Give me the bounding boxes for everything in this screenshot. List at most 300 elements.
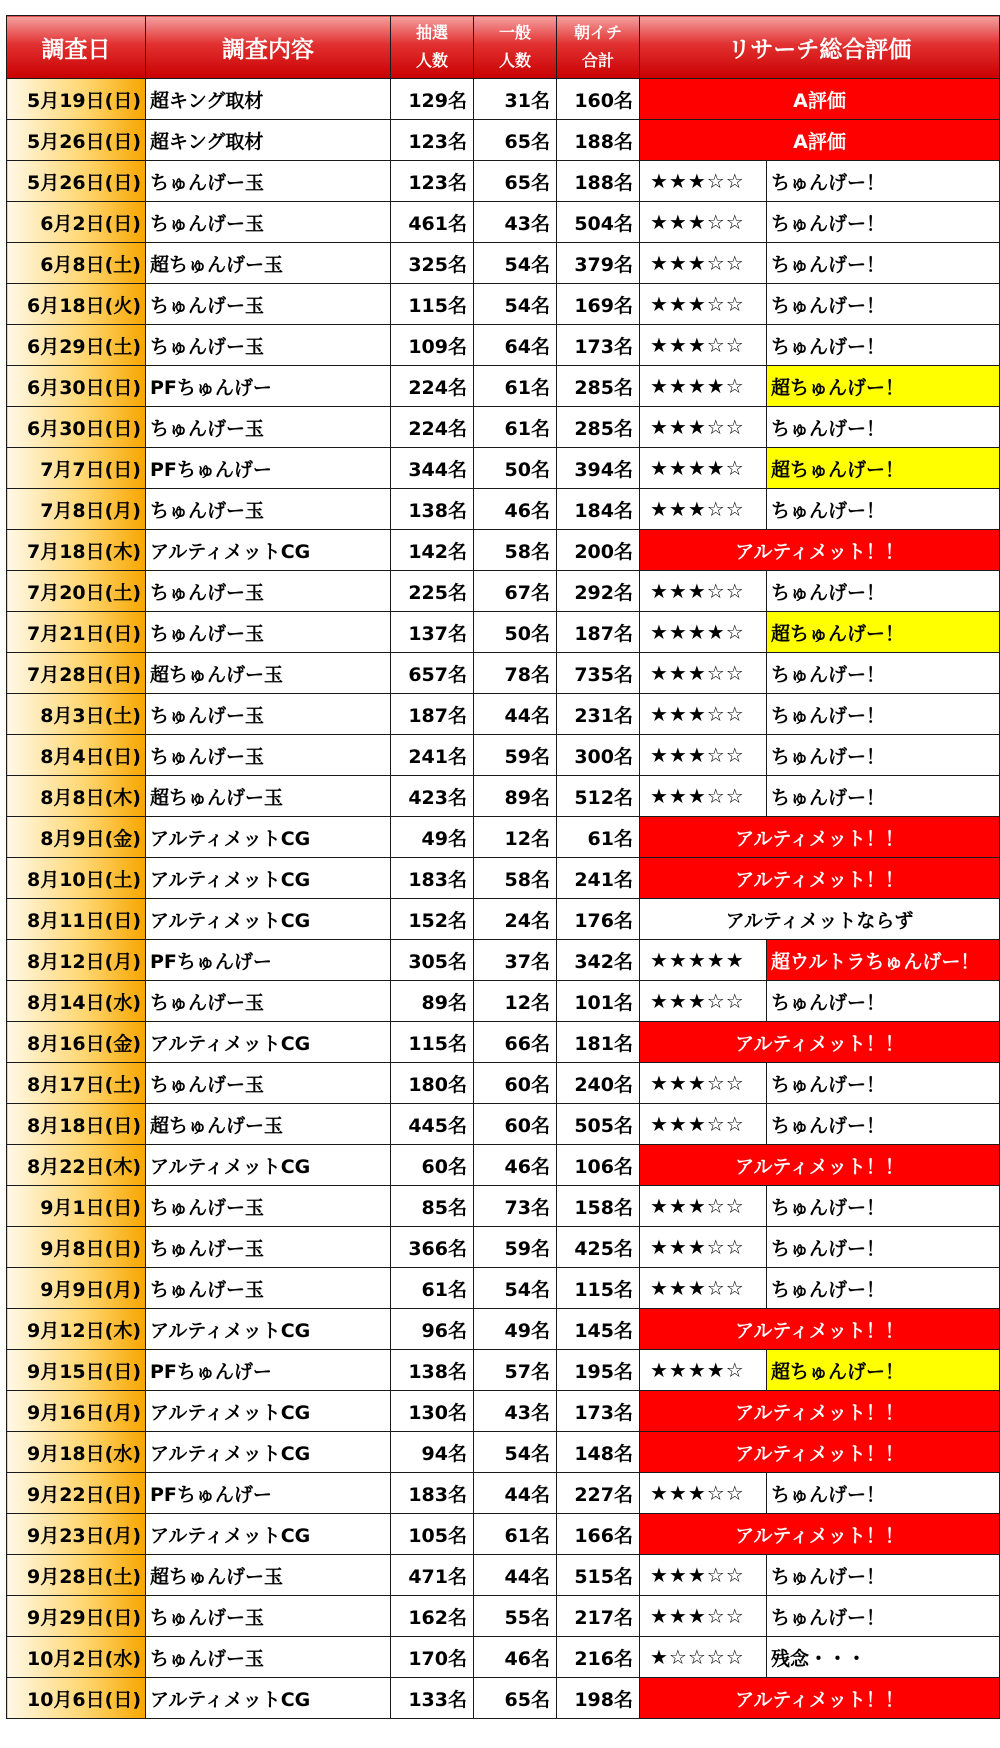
table-row xyxy=(7,489,1000,530)
row-general-count: 55名 xyxy=(474,1596,557,1637)
row-general-count: 78名 xyxy=(474,653,557,694)
header-rating: リサーチ総合評価 xyxy=(640,16,1000,79)
table-row xyxy=(7,612,1000,653)
row-rating-comment: ちゅんげー！ xyxy=(767,489,1000,530)
row-rating-stars: ★★★☆☆ xyxy=(640,981,767,1022)
row-rating-merged: アルティメット！！ xyxy=(640,1022,1000,1063)
table-row xyxy=(7,1596,1000,1637)
row-rating-stars: ★★★☆☆ xyxy=(640,202,767,243)
row-lottery-count: 96名 xyxy=(391,1309,474,1350)
row-rating-comment: ちゅんげー！ xyxy=(767,776,1000,817)
row-lottery-count: 129名 xyxy=(391,79,474,120)
row-content: 超ちゅんげー玉 xyxy=(146,1104,391,1145)
row-lottery-count: 137名 xyxy=(391,612,474,653)
row-rating-comment: ちゅんげー！ xyxy=(767,202,1000,243)
table-row xyxy=(7,243,1000,284)
row-lottery-count: 152名 xyxy=(391,899,474,940)
row-date: 9月28日(土) xyxy=(7,1555,146,1596)
row-total-count: 285名 xyxy=(557,407,640,448)
row-rating-stars: ★★★☆☆ xyxy=(640,1186,767,1227)
row-lottery-count: 224名 xyxy=(391,407,474,448)
row-total-count: 217名 xyxy=(557,1596,640,1637)
row-total-count: 198名 xyxy=(557,1678,640,1719)
row-content: PFちゅんげー xyxy=(146,366,391,407)
row-rating-stars: ★★★☆☆ xyxy=(640,1473,767,1514)
row-total-count: 101名 xyxy=(557,981,640,1022)
row-general-count: 46名 xyxy=(474,1145,557,1186)
row-date: 9月1日(日) xyxy=(7,1186,146,1227)
row-total-count: 188名 xyxy=(557,161,640,202)
row-general-count: 44名 xyxy=(474,694,557,735)
row-total-count: 425名 xyxy=(557,1227,640,1268)
row-rating-comment: 超ウルトラちゅんげー！ xyxy=(767,940,1000,981)
row-content: ちゅんげー玉 xyxy=(146,1063,391,1104)
row-general-count: 12名 xyxy=(474,817,557,858)
row-total-count: 176名 xyxy=(557,899,640,940)
row-rating-comment: ちゅんげー！ xyxy=(767,1104,1000,1145)
row-general-count: 67名 xyxy=(474,571,557,612)
row-content: アルティメットCG xyxy=(146,817,391,858)
row-total-count: 515名 xyxy=(557,1555,640,1596)
table-row xyxy=(7,1637,1000,1678)
row-general-count: 54名 xyxy=(474,243,557,284)
row-content: PFちゅんげー xyxy=(146,1473,391,1514)
row-general-count: 50名 xyxy=(474,448,557,489)
row-general-count: 46名 xyxy=(474,489,557,530)
row-total-count: 200名 xyxy=(557,530,640,571)
table-row xyxy=(7,448,1000,489)
table-row xyxy=(7,1227,1000,1268)
row-general-count: 54名 xyxy=(474,1268,557,1309)
row-content: ちゅんげー玉 xyxy=(146,694,391,735)
row-date: 9月16日(月) xyxy=(7,1391,146,1432)
row-rating-comment: ちゅんげー！ xyxy=(767,1186,1000,1227)
row-content: PFちゅんげー xyxy=(146,1350,391,1391)
row-lottery-count: 123名 xyxy=(391,161,474,202)
row-date: 7月18日(木) xyxy=(7,530,146,571)
header-total-line1: 朝イチ xyxy=(573,23,622,42)
row-content: ちゅんげー玉 xyxy=(146,1596,391,1637)
row-lottery-count: 224名 xyxy=(391,366,474,407)
row-rating-merged: アルティメット！！ xyxy=(640,530,1000,571)
row-total-count: 148名 xyxy=(557,1432,640,1473)
row-lottery-count: 305名 xyxy=(391,940,474,981)
row-total-count: 292名 xyxy=(557,571,640,612)
table-row xyxy=(7,940,1000,981)
table-row xyxy=(7,1063,1000,1104)
row-content: アルティメットCG xyxy=(146,1514,391,1555)
row-rating-comment: ちゅんげー！ xyxy=(767,325,1000,366)
row-rating-stars: ★★★☆☆ xyxy=(640,776,767,817)
row-date: 6月30日(日) xyxy=(7,407,146,448)
row-content: ちゅんげー玉 xyxy=(146,202,391,243)
row-content: アルティメットCG xyxy=(146,1145,391,1186)
row-total-count: 61名 xyxy=(557,817,640,858)
row-date: 9月9日(月) xyxy=(7,1268,146,1309)
row-rating-comment: 超ちゅんげー！ xyxy=(767,448,1000,489)
row-lottery-count: 115名 xyxy=(391,1022,474,1063)
row-content: ちゅんげー玉 xyxy=(146,981,391,1022)
row-content: ちゅんげー玉 xyxy=(146,161,391,202)
row-rating-stars: ★★★☆☆ xyxy=(640,489,767,530)
row-date: 10月2日(水) xyxy=(7,1637,146,1678)
row-rating-merged: A評価 xyxy=(640,120,1000,161)
row-content: 超ちゅんげー玉 xyxy=(146,243,391,284)
row-general-count: 43名 xyxy=(474,1391,557,1432)
row-date: 5月26日(日) xyxy=(7,120,146,161)
row-content: ちゅんげー玉 xyxy=(146,1186,391,1227)
row-total-count: 160名 xyxy=(557,79,640,120)
row-rating-merged: アルティメット！！ xyxy=(640,1432,1000,1473)
row-total-count: 187名 xyxy=(557,612,640,653)
row-rating-merged: アルティメット！！ xyxy=(640,1678,1000,1719)
table-row xyxy=(7,1022,1000,1063)
row-lottery-count: 61名 xyxy=(391,1268,474,1309)
table-row xyxy=(7,284,1000,325)
row-rating-stars: ★★★☆☆ xyxy=(640,1063,767,1104)
row-lottery-count: 85名 xyxy=(391,1186,474,1227)
row-general-count: 59名 xyxy=(474,735,557,776)
row-rating-comment: 残念・・・ xyxy=(767,1637,1000,1678)
row-lottery-count: 344名 xyxy=(391,448,474,489)
row-rating-comment: ちゅんげー！ xyxy=(767,571,1000,612)
header-total xyxy=(557,16,640,79)
row-rating-stars: ★★★☆☆ xyxy=(640,571,767,612)
row-rating-stars: ★★★☆☆ xyxy=(640,243,767,284)
row-lottery-count: 94名 xyxy=(391,1432,474,1473)
table-row xyxy=(7,899,1000,940)
row-total-count: 227名 xyxy=(557,1473,640,1514)
row-lottery-count: 366名 xyxy=(391,1227,474,1268)
row-lottery-count: 471名 xyxy=(391,1555,474,1596)
table-row xyxy=(7,653,1000,694)
row-lottery-count: 49名 xyxy=(391,817,474,858)
row-lottery-count: 241名 xyxy=(391,735,474,776)
row-date: 6月8日(土) xyxy=(7,243,146,284)
header-row xyxy=(7,16,1000,79)
row-rating-comment: ちゅんげー！ xyxy=(767,1555,1000,1596)
header-total-line2: 合計 xyxy=(581,51,614,70)
row-date: 6月18日(火) xyxy=(7,284,146,325)
row-date: 9月23日(月) xyxy=(7,1514,146,1555)
row-date: 8月22日(木) xyxy=(7,1145,146,1186)
row-date: 5月26日(日) xyxy=(7,161,146,202)
table-row xyxy=(7,1186,1000,1227)
row-lottery-count: 162名 xyxy=(391,1596,474,1637)
row-general-count: 61名 xyxy=(474,1514,557,1555)
row-content: アルティメットCG xyxy=(146,1678,391,1719)
table-row xyxy=(7,1514,1000,1555)
row-date: 8月18日(日) xyxy=(7,1104,146,1145)
row-rating-merged: アルティメット！！ xyxy=(640,858,1000,899)
row-lottery-count: 187名 xyxy=(391,694,474,735)
row-lottery-count: 89名 xyxy=(391,981,474,1022)
row-date: 5月19日(日) xyxy=(7,79,146,120)
row-date: 8月17日(土) xyxy=(7,1063,146,1104)
row-total-count: 173名 xyxy=(557,1391,640,1432)
row-rating-comment: ちゅんげー！ xyxy=(767,1063,1000,1104)
table-row xyxy=(7,858,1000,899)
table-row xyxy=(7,161,1000,202)
table-row xyxy=(7,817,1000,858)
research-table xyxy=(6,15,1000,1719)
table-row xyxy=(7,1432,1000,1473)
row-rating-stars: ★★★☆☆ xyxy=(640,694,767,735)
row-general-count: 58名 xyxy=(474,530,557,571)
row-rating-merged: アルティメット！！ xyxy=(640,1514,1000,1555)
row-content: ちゅんげー玉 xyxy=(146,489,391,530)
header-general xyxy=(474,16,557,79)
row-general-count: 65名 xyxy=(474,161,557,202)
row-general-count: 64名 xyxy=(474,325,557,366)
row-rating-comment: ちゅんげー！ xyxy=(767,653,1000,694)
row-total-count: 169名 xyxy=(557,284,640,325)
row-rating-stars: ★★★★☆ xyxy=(640,448,767,489)
row-content: アルティメットCG xyxy=(146,1432,391,1473)
row-rating-comment: ちゅんげー！ xyxy=(767,1268,1000,1309)
row-total-count: 505名 xyxy=(557,1104,640,1145)
row-total-count: 342名 xyxy=(557,940,640,981)
row-rating-stars: ★☆☆☆☆ xyxy=(640,1637,767,1678)
row-rating-comment: ちゅんげー！ xyxy=(767,1227,1000,1268)
row-date: 7月28日(日) xyxy=(7,653,146,694)
row-total-count: 231名 xyxy=(557,694,640,735)
row-total-count: 166名 xyxy=(557,1514,640,1555)
row-total-count: 115名 xyxy=(557,1268,640,1309)
row-content: ちゅんげー玉 xyxy=(146,325,391,366)
table-row xyxy=(7,325,1000,366)
row-total-count: 735名 xyxy=(557,653,640,694)
row-rating-merged: アルティメットならず xyxy=(640,899,1000,940)
row-rating-stars: ★★★☆☆ xyxy=(640,1555,767,1596)
row-total-count: 173名 xyxy=(557,325,640,366)
row-lottery-count: 138名 xyxy=(391,1350,474,1391)
row-content: アルティメットCG xyxy=(146,899,391,940)
row-general-count: 49名 xyxy=(474,1309,557,1350)
row-content: アルティメットCG xyxy=(146,530,391,571)
row-content: ちゅんげー玉 xyxy=(146,1637,391,1678)
row-date: 6月2日(日) xyxy=(7,202,146,243)
row-general-count: 65名 xyxy=(474,120,557,161)
research-table-container xyxy=(6,15,1000,1719)
row-rating-comment: ちゅんげー！ xyxy=(767,694,1000,735)
row-rating-comment: ちゅんげー！ xyxy=(767,1596,1000,1637)
row-rating-comment: ちゅんげー！ xyxy=(767,981,1000,1022)
row-date: 8月14日(水) xyxy=(7,981,146,1022)
header-lottery xyxy=(391,16,474,79)
row-date: 6月29日(土) xyxy=(7,325,146,366)
row-rating-merged: アルティメット！！ xyxy=(640,1145,1000,1186)
row-general-count: 37名 xyxy=(474,940,557,981)
row-date: 8月3日(土) xyxy=(7,694,146,735)
row-content: ちゅんげー玉 xyxy=(146,1227,391,1268)
row-content: ちゅんげー玉 xyxy=(146,571,391,612)
row-lottery-count: 138名 xyxy=(391,489,474,530)
row-date: 8月4日(日) xyxy=(7,735,146,776)
row-total-count: 158名 xyxy=(557,1186,640,1227)
row-rating-stars: ★★★☆☆ xyxy=(640,1268,767,1309)
row-lottery-count: 105名 xyxy=(391,1514,474,1555)
table-row xyxy=(7,1678,1000,1719)
row-content: PFちゅんげー xyxy=(146,448,391,489)
row-lottery-count: 109名 xyxy=(391,325,474,366)
header-general-line1: 一般 xyxy=(498,23,531,42)
table-row xyxy=(7,1309,1000,1350)
row-date: 9月18日(水) xyxy=(7,1432,146,1473)
table-body xyxy=(7,79,1000,1719)
row-rating-merged: アルティメット！！ xyxy=(640,817,1000,858)
row-rating-comment: 超ちゅんげー！ xyxy=(767,1350,1000,1391)
row-lottery-count: 115名 xyxy=(391,284,474,325)
row-lottery-count: 60名 xyxy=(391,1145,474,1186)
row-general-count: 31名 xyxy=(474,79,557,120)
table-row xyxy=(7,776,1000,817)
row-date: 6月30日(日) xyxy=(7,366,146,407)
row-general-count: 24名 xyxy=(474,899,557,940)
row-total-count: 504名 xyxy=(557,202,640,243)
header-date: 調査日 xyxy=(7,16,146,79)
row-general-count: 65名 xyxy=(474,1678,557,1719)
row-content: 超キング取材 xyxy=(146,120,391,161)
row-lottery-count: 123名 xyxy=(391,120,474,161)
row-content: ちゅんげー玉 xyxy=(146,407,391,448)
row-lottery-count: 657名 xyxy=(391,653,474,694)
row-rating-comment: ちゅんげー！ xyxy=(767,407,1000,448)
row-rating-stars: ★★★★☆ xyxy=(640,366,767,407)
row-total-count: 188名 xyxy=(557,120,640,161)
table-row xyxy=(7,735,1000,776)
row-rating-stars: ★★★☆☆ xyxy=(640,1104,767,1145)
row-lottery-count: 461名 xyxy=(391,202,474,243)
table-row xyxy=(7,1350,1000,1391)
row-general-count: 46名 xyxy=(474,1637,557,1678)
row-date: 8月10日(土) xyxy=(7,858,146,899)
row-rating-merged: A評価 xyxy=(640,79,1000,120)
row-general-count: 61名 xyxy=(474,407,557,448)
row-rating-merged: アルティメット！！ xyxy=(640,1309,1000,1350)
row-rating-comment: ちゅんげー！ xyxy=(767,161,1000,202)
row-rating-stars: ★★★☆☆ xyxy=(640,735,767,776)
row-date: 8月16日(金) xyxy=(7,1022,146,1063)
row-lottery-count: 445名 xyxy=(391,1104,474,1145)
row-general-count: 50名 xyxy=(474,612,557,653)
row-total-count: 241名 xyxy=(557,858,640,899)
row-total-count: 195名 xyxy=(557,1350,640,1391)
row-date: 8月8日(木) xyxy=(7,776,146,817)
row-total-count: 300名 xyxy=(557,735,640,776)
row-lottery-count: 423名 xyxy=(391,776,474,817)
row-lottery-count: 133名 xyxy=(391,1678,474,1719)
row-content: 超キング取材 xyxy=(146,79,391,120)
table-row xyxy=(7,694,1000,735)
row-lottery-count: 170名 xyxy=(391,1637,474,1678)
row-total-count: 181名 xyxy=(557,1022,640,1063)
row-date: 7月7日(日) xyxy=(7,448,146,489)
row-general-count: 12名 xyxy=(474,981,557,1022)
row-rating-comment: 超ちゅんげー！ xyxy=(767,366,1000,407)
row-total-count: 145名 xyxy=(557,1309,640,1350)
row-rating-merged: アルティメット！！ xyxy=(640,1391,1000,1432)
table-row xyxy=(7,202,1000,243)
table-row xyxy=(7,1555,1000,1596)
row-general-count: 44名 xyxy=(474,1555,557,1596)
row-total-count: 394名 xyxy=(557,448,640,489)
row-rating-stars: ★★★★☆ xyxy=(640,1350,767,1391)
row-general-count: 73名 xyxy=(474,1186,557,1227)
row-content: ちゅんげー玉 xyxy=(146,735,391,776)
row-lottery-count: 183名 xyxy=(391,858,474,899)
row-lottery-count: 142名 xyxy=(391,530,474,571)
row-lottery-count: 180名 xyxy=(391,1063,474,1104)
row-content: アルティメットCG xyxy=(146,1391,391,1432)
row-general-count: 89名 xyxy=(474,776,557,817)
row-content: 超ちゅんげー玉 xyxy=(146,653,391,694)
row-general-count: 66名 xyxy=(474,1022,557,1063)
row-general-count: 60名 xyxy=(474,1063,557,1104)
table-row xyxy=(7,407,1000,448)
row-rating-comment: ちゅんげー！ xyxy=(767,735,1000,776)
row-rating-comment: 超ちゅんげー！ xyxy=(767,612,1000,653)
row-date: 8月12日(月) xyxy=(7,940,146,981)
row-content: ちゅんげー玉 xyxy=(146,284,391,325)
row-rating-stars: ★★★☆☆ xyxy=(640,1227,767,1268)
row-total-count: 184名 xyxy=(557,489,640,530)
row-general-count: 58名 xyxy=(474,858,557,899)
table-row xyxy=(7,120,1000,161)
row-rating-comment: ちゅんげー！ xyxy=(767,284,1000,325)
row-date: 9月15日(日) xyxy=(7,1350,146,1391)
row-total-count: 106名 xyxy=(557,1145,640,1186)
row-total-count: 216名 xyxy=(557,1637,640,1678)
row-rating-stars: ★★★☆☆ xyxy=(640,653,767,694)
table-row xyxy=(7,79,1000,120)
row-general-count: 54名 xyxy=(474,1432,557,1473)
table-row xyxy=(7,981,1000,1022)
table-row xyxy=(7,1473,1000,1514)
table-row xyxy=(7,1391,1000,1432)
table-row xyxy=(7,571,1000,612)
row-date: 7月20日(土) xyxy=(7,571,146,612)
row-date: 9月22日(日) xyxy=(7,1473,146,1514)
header-lottery-line1: 抽選 xyxy=(415,23,448,42)
row-content: 超ちゅんげー玉 xyxy=(146,1555,391,1596)
row-date: 9月12日(木) xyxy=(7,1309,146,1350)
row-general-count: 44名 xyxy=(474,1473,557,1514)
row-date: 8月11日(日) xyxy=(7,899,146,940)
table-row xyxy=(7,1145,1000,1186)
row-general-count: 54名 xyxy=(474,284,557,325)
row-content: アルティメットCG xyxy=(146,1022,391,1063)
table-row xyxy=(7,530,1000,571)
row-rating-stars: ★★★★★ xyxy=(640,940,767,981)
row-rating-stars: ★★★☆☆ xyxy=(640,407,767,448)
header-content: 調査内容 xyxy=(146,16,391,79)
row-content: アルティメットCG xyxy=(146,858,391,899)
row-general-count: 43名 xyxy=(474,202,557,243)
row-content: PFちゅんげー xyxy=(146,940,391,981)
header-general-line2: 人数 xyxy=(498,51,531,70)
row-date: 7月21日(日) xyxy=(7,612,146,653)
table-row xyxy=(7,1268,1000,1309)
row-general-count: 60名 xyxy=(474,1104,557,1145)
row-rating-stars: ★★★★☆ xyxy=(640,612,767,653)
row-lottery-count: 325名 xyxy=(391,243,474,284)
table-header xyxy=(7,16,1000,79)
row-content: ちゅんげー玉 xyxy=(146,1268,391,1309)
row-general-count: 59名 xyxy=(474,1227,557,1268)
row-rating-stars: ★★★☆☆ xyxy=(640,1596,767,1637)
row-rating-comment: ちゅんげー！ xyxy=(767,243,1000,284)
